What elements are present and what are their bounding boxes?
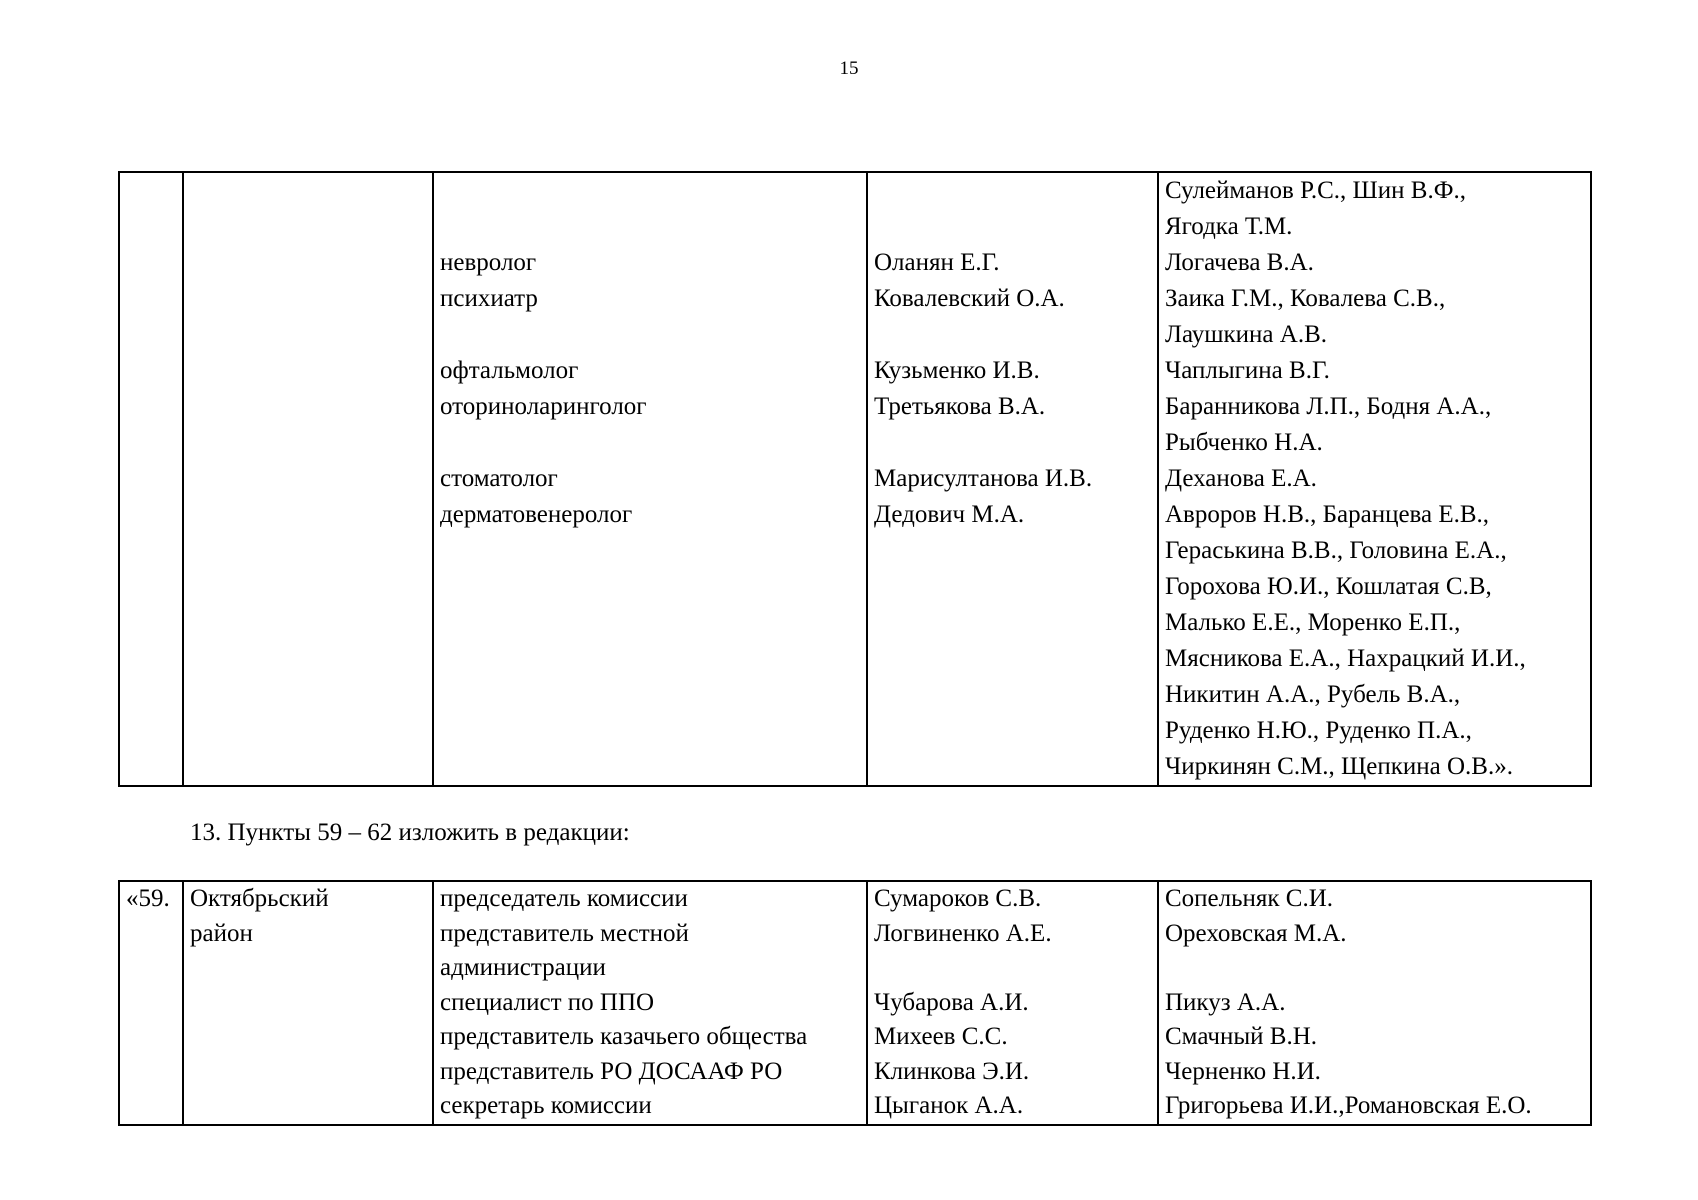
- table-row: [119, 172, 1591, 786]
- position-line: специалист по ППО: [440, 988, 655, 1016]
- name-line: Дедович М.А.: [874, 501, 1025, 528]
- reserve-cell: [1158, 172, 1591, 786]
- reserve-line: Руденко Н.Ю., Руденко П.А.,: [1165, 717, 1472, 744]
- reserve-line: Чаплыгина В.Г.: [1165, 357, 1330, 384]
- name-line: Логвиненко А.Е.: [874, 919, 1052, 947]
- reserve-line: Ореховская М.А.: [1165, 919, 1347, 947]
- reserve-cell: [1158, 881, 1591, 1125]
- position-line: [440, 317, 860, 353]
- name-line: [874, 317, 1151, 353]
- position-line: невролог: [440, 249, 537, 276]
- name-line: [874, 209, 1151, 245]
- position-line: стоматолог: [440, 465, 558, 492]
- position-line: председатель комиссии: [440, 885, 688, 912]
- position-line: администрации: [440, 954, 606, 981]
- reserve-line: Заика Г.М., Ковалева С.В.,: [1165, 285, 1446, 312]
- positions-cell: [433, 172, 867, 786]
- position-line: [440, 173, 860, 209]
- positions-cell: [433, 881, 867, 1125]
- name-line: [874, 425, 1151, 461]
- reserve-line: Смачный В.Н.: [1165, 1023, 1318, 1050]
- reserve-line: Лаушкина А.В.: [1165, 321, 1328, 348]
- reserve-line: Чиркинян С.М., Щепкина О.В.».: [1165, 753, 1513, 780]
- reserve-line: Деханова Е.А.: [1165, 465, 1317, 492]
- reserve-line: Рыбченко Н.А.: [1165, 429, 1323, 456]
- position-line: дерматовенеролог: [440, 501, 633, 528]
- reserve-line: Григорьева И.И.,Романовская Е.О.: [1165, 1092, 1532, 1119]
- district-line: район: [190, 919, 253, 947]
- page-number: 15: [839, 58, 859, 79]
- name-line: Кузьменко И.В.: [874, 357, 1040, 384]
- name-line: [874, 173, 1151, 209]
- amendment-paragraph: 13. Пункты 59 – 62 изложить в редакции:: [190, 819, 630, 846]
- reserve-line: Черненко Н.И.: [1165, 1057, 1321, 1085]
- position-line: представитель казачьего общества: [440, 1023, 808, 1050]
- reserve-line: Гераськина В.В., Головина Е.А.,: [1165, 537, 1507, 564]
- item-number: «59.: [126, 885, 170, 912]
- reserve-line: Пикуз А.А.: [1165, 988, 1286, 1016]
- position-line: представитель РО ДОСААФ РО: [440, 1057, 783, 1085]
- name-line: [874, 951, 1151, 986]
- reserve-line: Логачева В.А.: [1165, 249, 1314, 276]
- reserve-line: Авроров Н.В., Баранцева Е.В.,: [1165, 501, 1490, 528]
- position-line: секретарь комиссии: [440, 1092, 652, 1119]
- name-line: Третьякова В.А.: [874, 393, 1046, 420]
- reserve-line: Сулейманов Р.С., Шин В.Ф.,: [1165, 177, 1466, 204]
- name-line: Цыганок А.А.: [874, 1092, 1024, 1119]
- position-line: [440, 209, 860, 245]
- number-cell: [119, 881, 183, 1125]
- name-line: Оланян Е.Г.: [874, 249, 1000, 276]
- name-line: Марисултанова И.В.: [874, 465, 1093, 492]
- reserve-line: Мясникова Е.А., Нахрацкий И.И.,: [1165, 645, 1526, 672]
- reserve-line: Никитин А.А., Рубель В.А.,: [1165, 681, 1461, 708]
- reserve-line: Ягодка Т.М.: [1165, 213, 1293, 240]
- position-line: представитель местной: [440, 919, 689, 947]
- table-row: [119, 881, 1591, 1125]
- name-line: Сумароков С.В.: [874, 885, 1042, 912]
- position-line: [440, 425, 860, 461]
- reserve-line: Сопельняк С.И.: [1165, 885, 1334, 912]
- names-cell: [867, 172, 1158, 786]
- name-line: Ковалевский О.А.: [874, 285, 1065, 312]
- district-cell: [183, 172, 433, 786]
- reserve-line: Малько Е.Е., Моренко Е.П.,: [1165, 609, 1461, 636]
- reserve-line: Горохова Ю.И., Кошлатая С.В,: [1165, 573, 1492, 600]
- name-line: Клинкова Э.И.: [874, 1057, 1030, 1085]
- reserve-line: Баранникова Л.П., Бодня А.А.,: [1165, 393, 1492, 420]
- names-cell: [867, 881, 1158, 1125]
- position-line: офтальмолог: [440, 357, 579, 384]
- position-line: психиатр: [440, 285, 538, 312]
- district-cell: [183, 881, 433, 1125]
- district-line: Октябрьский: [190, 885, 329, 912]
- position-line: оториноларинголог: [440, 393, 647, 420]
- reserve-line: [1165, 951, 1584, 986]
- name-line: Михеев С.С.: [874, 1023, 1008, 1050]
- commission-table-continued: [118, 171, 1592, 787]
- number-cell: [119, 172, 183, 786]
- name-line: Чубарова А.И.: [874, 988, 1029, 1016]
- commission-table-new: [118, 880, 1592, 1126]
